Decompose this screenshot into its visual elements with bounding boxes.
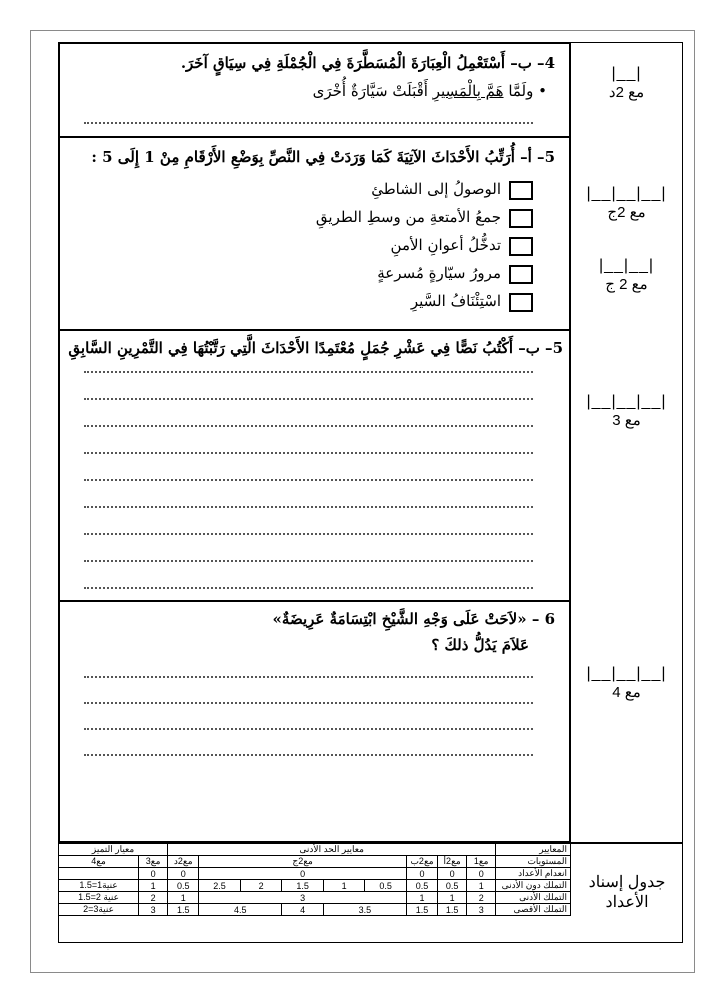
grade-cell: 1.5	[168, 904, 199, 916]
answer-line[interactable]	[84, 425, 533, 427]
score-label: مع 4	[612, 684, 641, 701]
grade-cell: عنية 2=1.5	[59, 892, 139, 904]
grade-cell: 1	[139, 880, 168, 892]
criterion: مع2ب	[406, 856, 437, 868]
level-label: التملك الأقصى	[496, 904, 571, 916]
grading-row	[59, 904, 571, 916]
number-box[interactable]	[509, 265, 533, 284]
criterion: مع2ج	[199, 856, 407, 868]
q5a-item-text: تدخُّلُ أعوانِ الأمنِ	[390, 236, 501, 254]
q4b-heading: 4– ب– أَسْتَعْمِلُ الْعِبَارَةَ الْمُسَطَّرَةَ فِي الْجُمْلَةِ فِي سِيَاقٍ آخَرَ.	[180, 54, 555, 72]
grade-cell: 0	[406, 868, 437, 880]
q5a-heading: 5– أ– أُرَتِّبُ الأَحْدَاثَ الآتِيَةَ كَمَا وَرَدَتْ فِي النَّصِّ بِوَضْعِ الأَرْقَامِ مِنْ 1 إِلَى 5 :	[91, 148, 555, 166]
level-label: التملك الأدنى	[496, 892, 571, 904]
grade-cell: 1.5	[282, 880, 324, 892]
hdr-levels: المستويات	[496, 856, 571, 868]
grade-cell: 2.5	[199, 880, 241, 892]
number-box[interactable]	[509, 209, 533, 228]
grade-cell: 1	[323, 880, 365, 892]
q5a-item	[316, 208, 533, 228]
score-label: مع 3	[612, 412, 641, 429]
score-label: مع 2ج	[607, 204, 646, 221]
level-label: انعدام الأعداد	[496, 868, 571, 880]
grade-cell: 2	[139, 892, 168, 904]
score-column	[571, 42, 683, 843]
answer-line[interactable]	[84, 371, 533, 373]
grade-cell: 3	[139, 904, 168, 916]
hdr-excellence: معيار التميز	[59, 844, 168, 856]
grade-cell: 4.5	[199, 904, 282, 916]
grade-cell: 0	[199, 868, 407, 880]
q4b-underlined-phrase: هَمَّ بِالْمَسِيرِ	[432, 82, 504, 100]
grade-cell: 1	[406, 892, 437, 904]
grading-header-row	[59, 844, 571, 856]
score-boxes[interactable]: |__|__|__|	[586, 393, 667, 410]
grading-table-title	[571, 843, 683, 943]
question-5a	[60, 138, 569, 331]
q5a-item	[411, 292, 533, 312]
answer-line[interactable]	[84, 728, 533, 730]
answer-line[interactable]	[84, 587, 533, 589]
answer-line[interactable]	[84, 676, 533, 678]
grade-cell: عنية1=1.5	[59, 880, 139, 892]
grade-cell: 0	[139, 868, 168, 880]
grade-cell: 1	[438, 892, 467, 904]
grading-criteria-row	[59, 856, 571, 868]
criterion: مع2د	[168, 856, 199, 868]
number-box[interactable]	[509, 293, 533, 312]
grade-cell: 2	[240, 880, 282, 892]
q6-question: عَلاَمَ يَدُلُّ ذلكَ ؟	[431, 636, 529, 654]
grade-cell: 1.5	[406, 904, 437, 916]
grading-title-line: الأعداد	[605, 894, 649, 911]
grade-cell: 0.5	[438, 880, 467, 892]
q5a-item	[377, 264, 533, 284]
score-label: مع 2د	[608, 84, 645, 101]
score-label: مع 2 ج	[605, 276, 648, 293]
answer-line[interactable]	[84, 452, 533, 454]
score-q6	[571, 665, 682, 701]
grading-row	[59, 868, 571, 880]
question-4b	[60, 44, 569, 138]
q4b-sentence-end: أَقْبَلَتْ سَيَّارَةٌ أُخْرَى	[312, 82, 433, 100]
q5a-item-text: مرورُ سيّارةٍ مُسرعةٍ	[377, 264, 501, 282]
grade-cell: 0.5	[365, 880, 407, 892]
grade-cell: 2	[467, 892, 496, 904]
answer-line[interactable]	[84, 702, 533, 704]
score-q5a	[571, 185, 682, 221]
grade-cell: 1	[168, 892, 199, 904]
score-boxes[interactable]: |__|	[611, 65, 642, 82]
grade-cell: 0.5	[406, 880, 437, 892]
q5a-item-text: جمعُ الأمتعةِ من وسطِ الطريقِ	[315, 208, 501, 226]
q5a-item	[371, 180, 533, 200]
grade-cell: 3	[199, 892, 407, 904]
number-box[interactable]	[509, 181, 533, 200]
grading-title-line: جدول إسناد	[588, 874, 666, 891]
answer-line[interactable]	[84, 754, 533, 756]
grade-cell: 3	[467, 904, 496, 916]
criterion: مع4	[59, 856, 139, 868]
grade-cell: 1	[467, 880, 496, 892]
answer-line[interactable]	[84, 398, 533, 400]
score-q5a-2	[571, 257, 682, 293]
q5a-item-text: الوصولُ إلى الشاطئِ	[371, 180, 501, 198]
question-6	[60, 602, 569, 841]
level-label: التملك دون الأدنى	[496, 880, 571, 892]
q6-quote: 6 – «لاَحَتْ عَلَى وَجْهِ الشَّيْخِ ابْتِسَامَةٌ عَرِيضَةٌ»	[272, 610, 555, 628]
criterion: مع1	[467, 856, 496, 868]
q4b-sentence-start: • ولَمَّا	[503, 82, 547, 100]
score-boxes[interactable]: |__|__|__|	[586, 665, 667, 682]
answer-line[interactable]	[84, 533, 533, 535]
score-q5b	[571, 393, 682, 429]
grade-cell: 3.5	[323, 904, 406, 916]
question-5b	[60, 331, 569, 602]
q4b-sentence	[313, 82, 547, 100]
grading-table	[58, 843, 571, 916]
grade-cell: 0	[438, 868, 467, 880]
questions-panel	[58, 42, 571, 843]
score-q4b	[571, 65, 682, 101]
hdr-criteria: المعايير	[496, 844, 571, 856]
number-box[interactable]	[509, 237, 533, 256]
answer-line[interactable]	[84, 479, 533, 481]
score-boxes[interactable]: |__|__|	[598, 257, 655, 274]
grade-cell: عنية3=2	[59, 904, 139, 916]
grade-cell: 0	[467, 868, 496, 880]
q5a-item	[391, 236, 533, 256]
grading-row	[59, 880, 571, 892]
criterion: مع2أ	[438, 856, 467, 868]
score-boxes[interactable]: |__|__|__|	[586, 185, 667, 202]
hdr-min: معايير الحد الأدنى	[168, 844, 496, 856]
answer-line[interactable]	[84, 122, 533, 124]
answer-line[interactable]	[84, 560, 533, 562]
answer-line[interactable]	[84, 506, 533, 508]
grading-row	[59, 892, 571, 904]
criterion: مع3	[139, 856, 168, 868]
grade-cell: 0	[168, 868, 199, 880]
grade-cell	[59, 868, 139, 880]
grade-cell: 0.5	[168, 880, 199, 892]
q5b-heading: 5– ب– أَكْتُبُ نَصًّا فِي عَشْرِ جُمَلٍ مُعْتَمِدًا الأَحْدَاثَ الَّتِي رَتَّبْتُهَا فِي التَّمْرِينِ السَّابِقِ	[68, 339, 563, 357]
grade-cell: 4	[282, 904, 324, 916]
q5a-item-text: اسْتِئْنَافُ السَّيرِ	[410, 292, 501, 310]
grade-cell: 1.5	[438, 904, 467, 916]
